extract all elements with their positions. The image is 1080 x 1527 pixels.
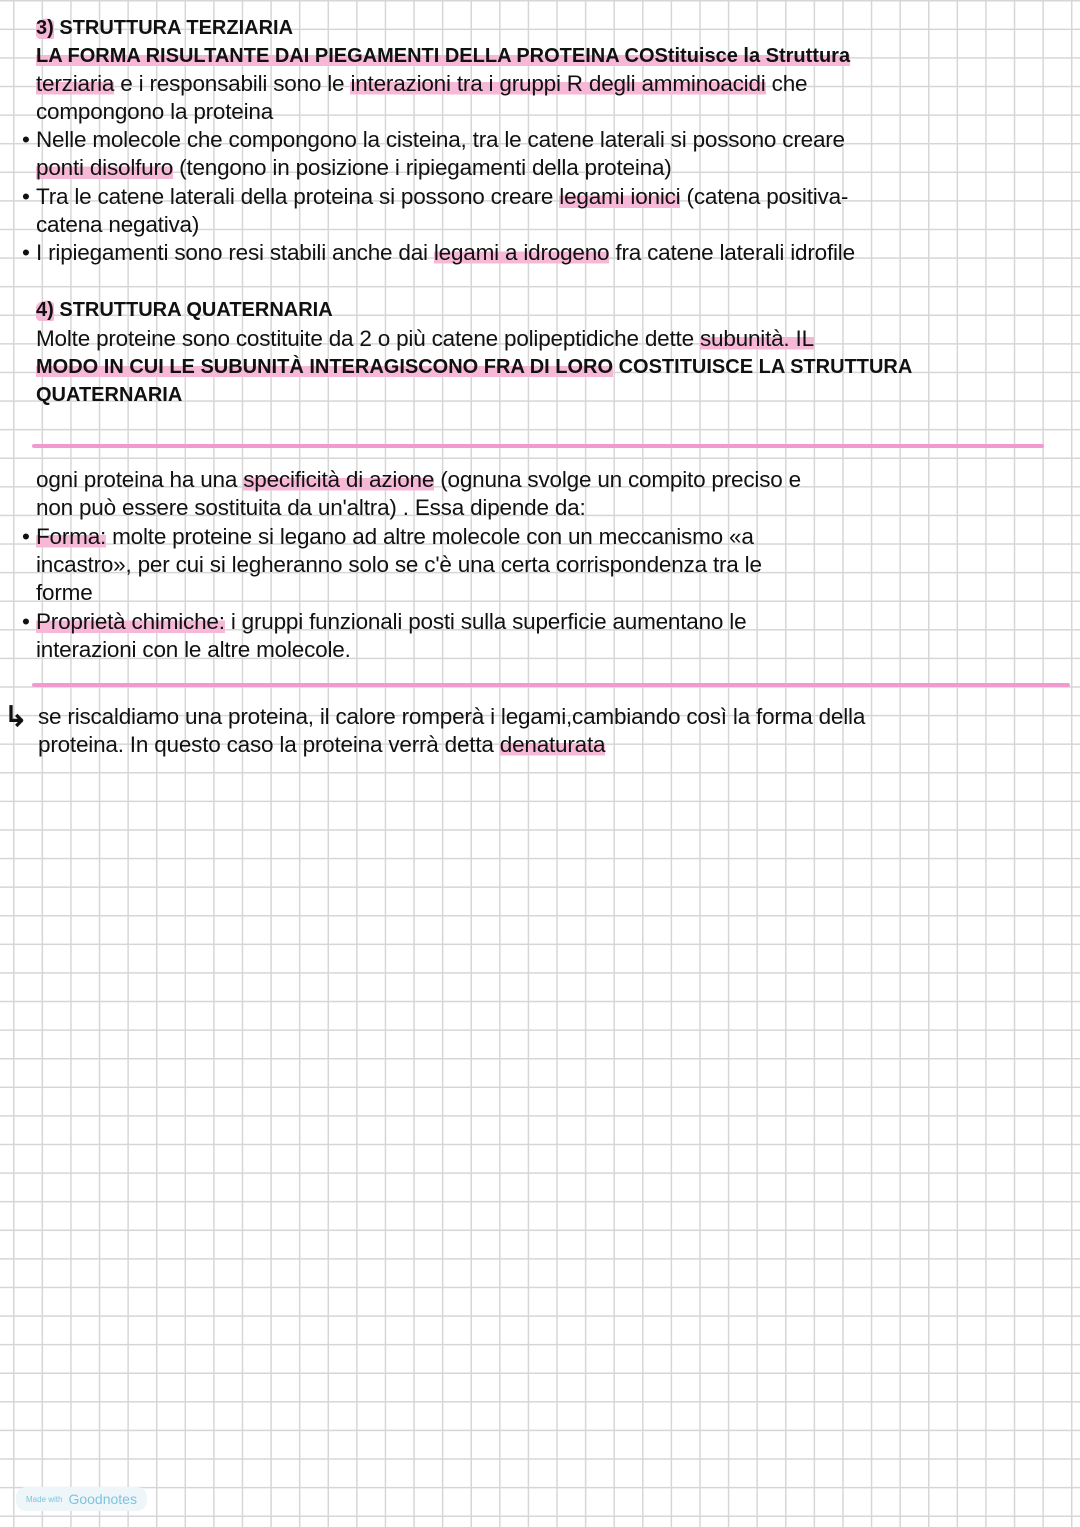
- text-segment: molte proteine si legano ad altre molecole con un meccanismo «a: [106, 524, 754, 549]
- text-segment: QUATERNARIA: [36, 384, 183, 406]
- text-segment: STRUTTURA TERZIARIA: [53, 17, 294, 39]
- text-segment: incastro», per cui si legheranno solo se c'è una certa corrispondenza tra le: [36, 552, 762, 577]
- arrow-return-icon: ↳: [4, 701, 28, 732]
- section-number: 4): [36, 299, 54, 321]
- note-line: [36, 382, 182, 408]
- text-segment: (catena positiva-: [680, 184, 849, 209]
- text-segment: e i responsabili sono le: [114, 71, 351, 96]
- text-segment: fra catene laterali idrofile: [609, 240, 855, 265]
- note-line: [36, 99, 273, 125]
- text-segment: Nelle molecole che compongono la cisteina, tra le catene laterali si possono creare: [36, 127, 845, 152]
- text-segment: ogni proteina ha una: [36, 467, 244, 492]
- highlighted-text: legami a idrogeno: [433, 240, 610, 265]
- note-line: [36, 354, 912, 380]
- note-line: [22, 184, 849, 210]
- note-line: [22, 524, 754, 550]
- note-line: [36, 552, 762, 578]
- text-segment: proteina. In questo caso la proteina verrà detta: [38, 732, 500, 757]
- goodnotes-badge[interactable]: [16, 1487, 147, 1511]
- note-line: [36, 71, 807, 97]
- note-line: [38, 704, 865, 730]
- note-line: [36, 212, 199, 238]
- bullet-icon: •: [22, 127, 30, 152]
- made-with-label: Made with: [26, 1494, 63, 1504]
- highlighted-text: interazioni tra i gruppi R degli amminoacidi: [350, 71, 766, 96]
- note-line: [36, 297, 333, 323]
- text-segment: che: [765, 71, 808, 96]
- highlighted-text: ponti disolfuro: [36, 155, 174, 180]
- highlighted-text: Proprietà chimiche:: [36, 609, 225, 634]
- note-line: [22, 240, 855, 266]
- bullet-icon: •: [22, 609, 30, 634]
- highlighted-text: terziaria: [36, 71, 115, 96]
- text-segment: I ripiegamenti sono resi stabili anche dai: [36, 240, 434, 265]
- text-segment: catena negativa): [36, 212, 200, 237]
- highlighted-text: denaturata: [499, 732, 606, 757]
- note-line: [36, 495, 586, 521]
- bullet-icon: •: [22, 524, 30, 549]
- section-divider: [32, 444, 1044, 448]
- text-segment: se riscaldiamo una proteina, il calore romperà i legami,cambiando così la forma della: [38, 704, 866, 729]
- text-segment: compongono la proteina: [36, 99, 274, 124]
- bullet-icon: •: [22, 184, 30, 209]
- highlighted-text: specificità di azione: [243, 467, 435, 492]
- section-number: 3): [36, 17, 54, 39]
- text-segment: Tra le catene laterali della proteina si possono creare: [36, 184, 560, 209]
- text-segment: i gruppi funzionali posti sulla superficie aumentano le: [224, 609, 747, 634]
- text-segment: Molte proteine sono costituite da 2 o più catene polipeptidiche dette: [36, 326, 700, 351]
- note-line: [36, 637, 351, 663]
- note-line: [36, 467, 801, 493]
- note-line: [36, 43, 850, 69]
- goodnotes-brand: Goodnotes: [68, 1491, 137, 1507]
- text-segment: (ognuna svolge un compito preciso e: [434, 467, 801, 492]
- note-line: [22, 127, 845, 153]
- section-divider: [32, 683, 1070, 687]
- text-segment: non può essere sostituita da un'altra) . Essa dipende da:: [36, 495, 586, 520]
- text-segment: interazioni con le altre molecole.: [36, 637, 351, 662]
- highlighted-text: legami ionici: [559, 184, 681, 209]
- note-line: [36, 155, 672, 181]
- note-line: [38, 732, 605, 758]
- note-line: [22, 609, 747, 635]
- note-line: [36, 580, 93, 606]
- highlighted-text: Forma:: [36, 524, 107, 549]
- text-segment: STRUTTURA QUATERNARIA: [53, 299, 333, 321]
- text-segment: (tengono in posizione i ripiegamenti della proteina): [173, 155, 672, 180]
- text-segment: COSTITUISCE LA STRUTTURA: [613, 356, 913, 378]
- highlighted-text: LA FORMA RISULTANTE DAI PIEGAMENTI DELLA PROTEINA COStituisce la Struttura: [36, 45, 851, 67]
- highlighted-text: subunità. IL: [699, 326, 814, 351]
- note-line: [36, 15, 293, 41]
- highlighted-text: MODO IN CUI LE SUBUNITÀ INTERAGISCONO FRA DI LORO: [36, 356, 614, 378]
- note-line: [36, 326, 814, 352]
- bullet-icon: •: [22, 240, 30, 265]
- text-segment: forme: [36, 580, 93, 605]
